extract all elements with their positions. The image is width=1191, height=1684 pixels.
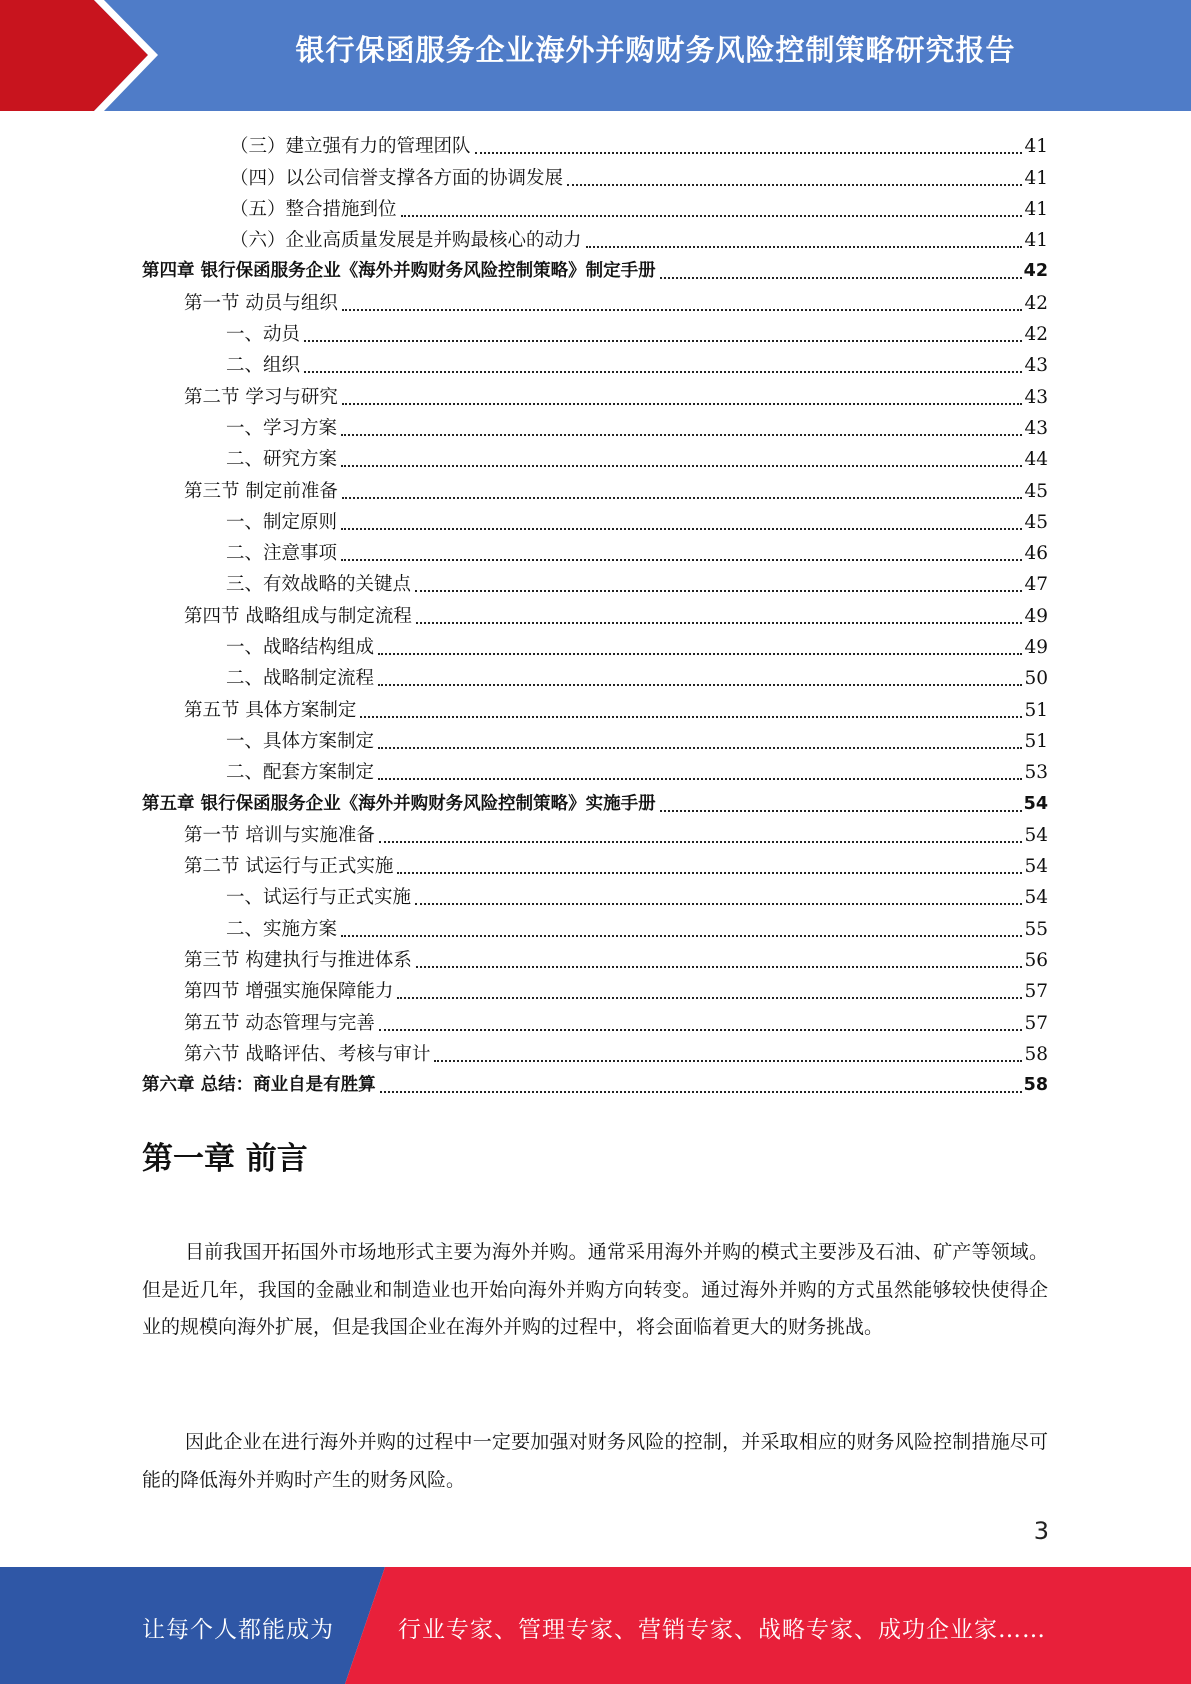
toc-page-number: 45 <box>1024 511 1048 533</box>
toc-entry-title: （五）整合措施到位 <box>230 198 397 220</box>
toc-page-number: 57 <box>1024 981 1048 1003</box>
toc-entry[interactable] <box>142 444 1048 475</box>
toc-entry[interactable] <box>142 600 1048 631</box>
toc-page-number: 51 <box>1024 699 1048 721</box>
toc-entry-title: 一、学习方案 <box>226 417 338 439</box>
toc-dot-leader <box>415 590 1022 592</box>
toc-dot-leader <box>341 465 1022 467</box>
toc-entry-title: 一、具体方案制定 <box>226 730 375 752</box>
toc-entry[interactable] <box>142 726 1048 757</box>
toc-dot-leader <box>475 152 1023 154</box>
toc-page-number: 55 <box>1024 918 1048 940</box>
table-of-contents <box>142 131 1048 1101</box>
toc-page-number: 44 <box>1024 449 1048 471</box>
chapter-heading: 第一章 前言 <box>142 1141 308 1177</box>
toc-entry[interactable] <box>142 1039 1048 1070</box>
toc-page-number: 49 <box>1024 605 1048 627</box>
toc-entry[interactable] <box>142 1007 1048 1038</box>
toc-page-number: 57 <box>1024 1012 1048 1034</box>
toc-chapter-entry[interactable] <box>142 256 1048 287</box>
toc-dot-leader <box>379 1029 1023 1031</box>
toc-dot-leader <box>378 778 1022 780</box>
toc-dot-leader <box>304 340 1022 342</box>
toc-dot-leader <box>342 497 1023 499</box>
toc-dot-leader <box>341 434 1022 436</box>
body-paragraph: 目前我国开拓国外市场地形式主要为海外并购。通常采用海外并购的模式主要涉及石油、矿产等领域。但是近几年，我国的金融业和制造业也开始向海外并购方向转变。通过海外并购的方式虽然能够较快使得企业的规模向海外扩展，但是我国企业在海外并购的过程中，将会面临着更大的财务挑战。 <box>142 1241 1048 1338</box>
toc-dot-leader <box>401 215 1023 217</box>
toc-page-number: 58 <box>1024 1043 1048 1065</box>
toc-entry-title: 第三节 构建执行与推进体系 <box>184 950 412 972</box>
toc-entry[interactable] <box>142 757 1048 788</box>
document-title: 银行保函服务企业海外并购财务风险控制策略研究报告 <box>295 33 1016 67</box>
toc-entry-title: 二、配套方案制定 <box>226 762 375 784</box>
toc-dot-leader <box>360 716 1022 718</box>
toc-entry-title: （三）建立强有力的管理团队 <box>230 136 471 158</box>
toc-page-number: 50 <box>1024 668 1048 690</box>
toc-dot-leader <box>378 653 1022 655</box>
toc-dot-leader <box>660 277 1022 279</box>
page-number: 3 <box>1033 1517 1049 1545</box>
toc-entry-title: 二、研究方案 <box>226 449 338 471</box>
toc-page-number: 54 <box>1024 824 1048 846</box>
toc-dot-leader <box>378 747 1022 749</box>
toc-entry[interactable] <box>142 194 1048 225</box>
toc-entry[interactable] <box>142 694 1048 725</box>
toc-entry-title: 第五章 银行保函服务企业《海外并购财务风险控制策略》实施手册 <box>142 793 656 814</box>
toc-entry-title: 第一节 动员与组织 <box>184 292 338 314</box>
toc-dot-leader <box>379 841 1023 843</box>
toc-page-number: 54 <box>1023 793 1048 814</box>
toc-dot-leader <box>304 371 1022 373</box>
toc-entry-title: 第二节 学习与研究 <box>184 386 338 408</box>
toc-entry[interactable] <box>142 945 1048 976</box>
toc-entry-title: 第五节 动态管理与完善 <box>184 1012 375 1034</box>
toc-page-number: 41 <box>1024 230 1048 252</box>
toc-entry-title: 一、试运行与正式实施 <box>226 887 412 909</box>
toc-entry[interactable] <box>142 569 1048 600</box>
page-footer <box>0 1567 1191 1684</box>
toc-entry[interactable] <box>142 225 1048 256</box>
toc-dot-leader <box>397 997 1022 999</box>
toc-entry[interactable] <box>142 287 1048 318</box>
toc-page-number: 53 <box>1024 762 1048 784</box>
toc-page-number: 43 <box>1024 355 1048 377</box>
toc-entry[interactable] <box>142 913 1048 944</box>
toc-entry-title: 一、动员 <box>226 324 301 346</box>
toc-page-number: 58 <box>1023 1075 1048 1096</box>
toc-page-number: 46 <box>1024 543 1048 565</box>
toc-entry[interactable] <box>142 976 1048 1007</box>
toc-dot-leader <box>434 1060 1022 1062</box>
toc-page-number: 54 <box>1024 856 1048 878</box>
footer-slogan-right: 行业专家、管理专家、营销专家、战略专家、成功企业家…… <box>398 1617 1046 1643</box>
toc-dot-leader <box>341 935 1022 937</box>
toc-page-number: 54 <box>1024 887 1048 909</box>
toc-page-number: 43 <box>1024 386 1048 408</box>
toc-page-number: 42 <box>1024 292 1048 314</box>
toc-entry[interactable] <box>142 538 1048 569</box>
toc-dot-leader <box>380 1091 1022 1093</box>
toc-dot-leader <box>341 559 1022 561</box>
toc-entry-title: 二、组织 <box>226 355 301 377</box>
toc-entry[interactable] <box>142 475 1048 506</box>
toc-entry-title: 第五节 具体方案制定 <box>184 699 357 721</box>
toc-page-number: 41 <box>1024 136 1048 158</box>
toc-entry[interactable] <box>142 820 1048 851</box>
toc-dot-leader <box>341 528 1022 530</box>
toc-chapter-entry[interactable] <box>142 1070 1048 1101</box>
toc-entry[interactable] <box>142 663 1048 694</box>
toc-entry[interactable] <box>142 319 1048 350</box>
toc-entry-title: （四）以公司信誉支撑各方面的协调发展 <box>230 167 564 189</box>
toc-entry-title: 第二节 试运行与正式实施 <box>184 856 394 878</box>
toc-page-number: 49 <box>1024 637 1048 659</box>
toc-dot-leader <box>378 684 1022 686</box>
body-paragraph: 因此企业在进行海外并购的过程中一定要加强对财务风险的控制，并采取相应的财务风险控制措施尽可能的降低海外并购时产生的财务风险。 <box>142 1431 1048 1491</box>
page-header <box>0 0 1191 111</box>
toc-dot-leader <box>397 872 1022 874</box>
toc-entry-title: 第六节 战略评估、考核与审计 <box>184 1043 431 1065</box>
toc-entry-title: 第四节 战略组成与制定流程 <box>184 605 412 627</box>
toc-entry[interactable] <box>142 632 1048 663</box>
toc-entry-title: 一、战略结构组成 <box>226 637 375 659</box>
toc-entry[interactable] <box>142 381 1048 412</box>
toc-page-number: 56 <box>1024 950 1048 972</box>
toc-dot-leader <box>567 184 1022 186</box>
toc-page-number: 41 <box>1024 167 1048 189</box>
toc-entry-title: 二、实施方案 <box>226 918 338 940</box>
toc-page-number: 43 <box>1024 417 1048 439</box>
toc-entry-title: 第四节 增强实施保障能力 <box>184 981 394 1003</box>
toc-chapter-entry[interactable] <box>142 788 1048 819</box>
toc-entry-title: 第一节 培训与实施准备 <box>184 824 375 846</box>
toc-dot-leader <box>660 810 1022 812</box>
toc-entry-title: 三、有效战略的关键点 <box>226 574 412 596</box>
toc-dot-leader <box>416 966 1023 968</box>
toc-entry-title: 第六章 总结：商业自是有胜算 <box>142 1075 376 1096</box>
toc-dot-leader <box>342 403 1023 405</box>
toc-entry-title: 第三节 制定前准备 <box>184 480 338 502</box>
toc-entry-title: 二、战略制定流程 <box>226 668 375 690</box>
toc-entry[interactable] <box>142 350 1048 381</box>
toc-dot-leader <box>415 903 1022 905</box>
toc-page-number: 42 <box>1024 324 1048 346</box>
toc-dot-leader <box>342 309 1023 311</box>
toc-entry-title: 一、制定原则 <box>226 511 338 533</box>
toc-page-number: 42 <box>1023 261 1048 282</box>
toc-entry[interactable] <box>142 882 1048 913</box>
toc-entry-title: 二、注意事项 <box>226 543 338 565</box>
toc-page-number: 47 <box>1024 574 1048 596</box>
toc-entry-title: （六）企业高质量发展是并购最核心的动力 <box>230 230 582 252</box>
toc-page-number: 41 <box>1024 198 1048 220</box>
toc-entry[interactable] <box>142 851 1048 882</box>
toc-dot-leader <box>586 246 1023 248</box>
toc-entry-title: 第四章 银行保函服务企业《海外并购财务风险控制策略》制定手册 <box>142 261 656 282</box>
toc-page-number: 51 <box>1024 730 1048 752</box>
toc-entry[interactable] <box>142 507 1048 538</box>
toc-entry[interactable] <box>142 162 1048 193</box>
toc-entry[interactable] <box>142 131 1048 162</box>
toc-entry[interactable] <box>142 413 1048 444</box>
toc-page-number: 45 <box>1024 480 1048 502</box>
toc-dot-leader <box>416 622 1023 624</box>
footer-slogan-left: 让每个人都能成为 <box>142 1617 334 1643</box>
